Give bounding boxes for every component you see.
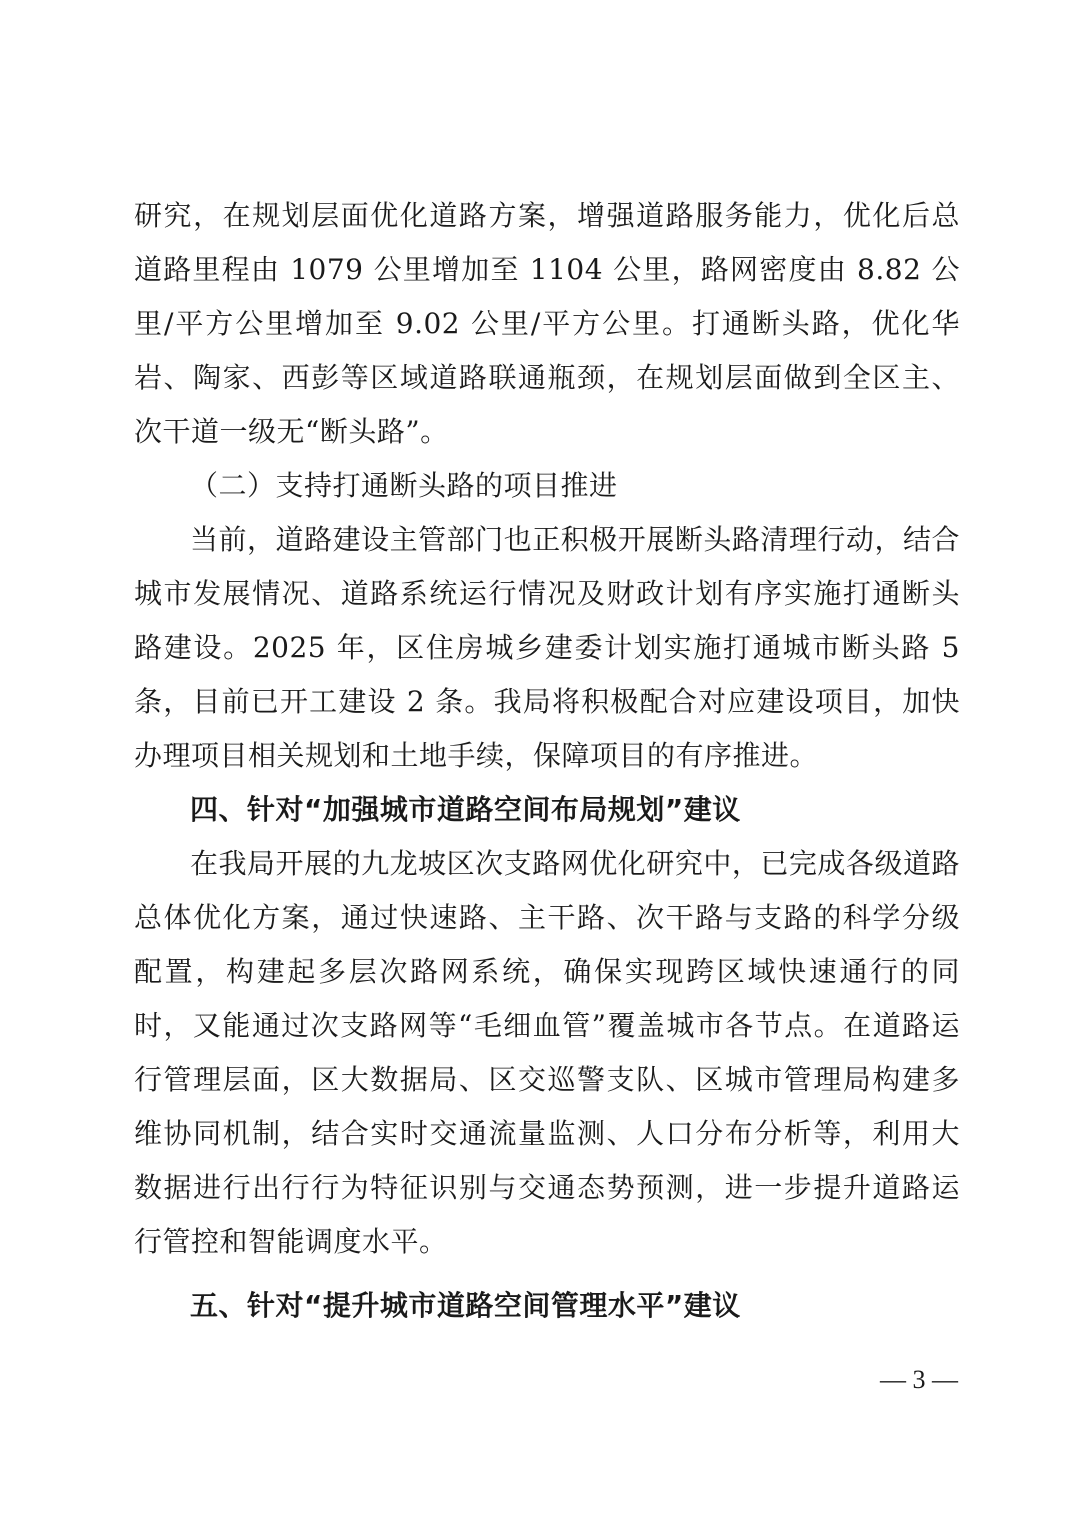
continuation-paragraph: 研究，在规划层面优化道路方案，增强道路服务能力，优化后总道路里程由 1079 公里增加至 1104 公里，路网密度由 8.82 公里/平方公里增加至 9.02 公里/平方公里。打通断头路，优化华岩、陶家、西彭等区域道路联通瓶颈，在规划层面做到全区主、次干道一级无“断头路”。: [134, 199, 960, 448]
body-paragraph: 在我局开展的九龙坡区次支路网优化研究中，已完成各级道路总体优化方案，通过快速路、主干路、次干路与支路的科学分级配置，构建起多层次路网系统，确保实现跨区域快速通行的同时，又能通过次支路网等“毛细血管”覆盖城市各节点。在道路运行管理层面，区大数据局、区交巡警支队、区城市管理局构建多维协同机制，结合实时交通流量监测、人口分布分析等，利用大数据进行出行行为特征识别与交通态势预测，进一步提升道路运行管控和智能调度水平。: [134, 847, 960, 1258]
section-subheading: （二）支持打通断头路的项目推进: [190, 469, 618, 502]
paragraph-gap: [134, 1269, 960, 1279]
section-heading-5: 五、针对“提升城市道路空间管理水平”建议: [190, 1289, 741, 1322]
body-paragraph: 当前，道路建设主管部门也正积极开展断头路清理行动，结合城市发展情况、道路系统运行情况及财政计划有序实施打通断头路建设。2025 年，区住房城乡建委计划实施打通城市断头路 5 条，目前已开工建设 2 条。我局将积极配合对应建设项目，加快办理项目相关规划和土地手续，保障项目的有序推进。: [134, 523, 960, 772]
document-body: [134, 189, 960, 1333]
page-number: — 3 —: [880, 1365, 958, 1394]
section-heading-4: 四、针对“加强城市道路空间布局规划”建议: [190, 793, 741, 826]
